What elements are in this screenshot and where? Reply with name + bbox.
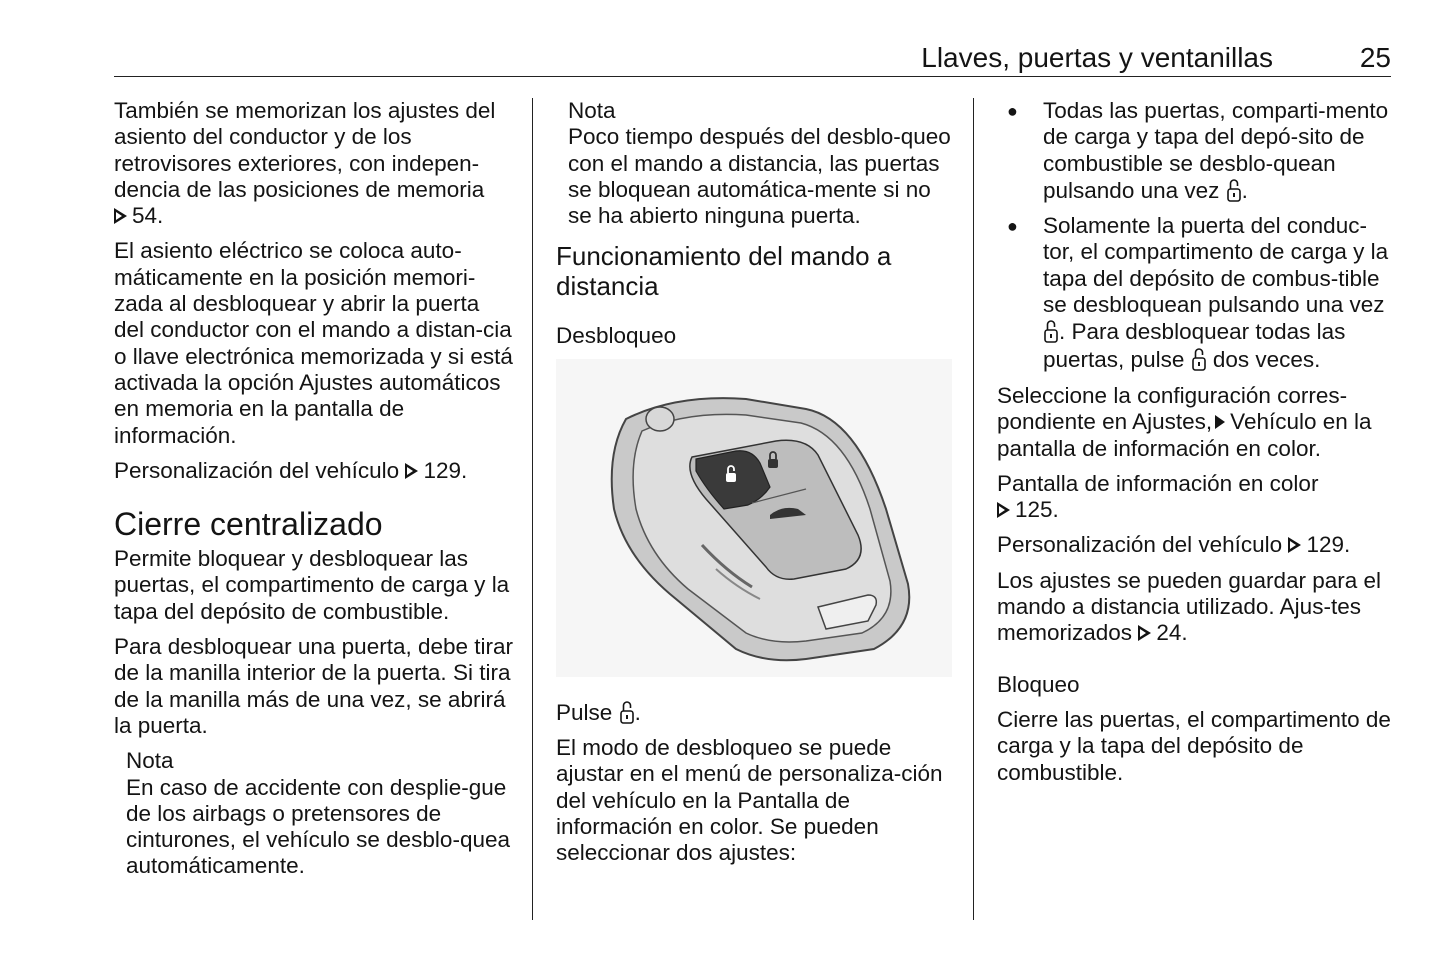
column-left	[114, 98, 514, 889]
subheading: Bloqueo	[997, 671, 1080, 697]
note-text: Poco tiempo después del desblo-queo con el mando a distancia, las puertas se bloquean automática-mente si no se ha abierto ninguna puerta.	[568, 124, 951, 229]
section-heading: Cierre centralizado	[114, 506, 383, 543]
note-title: Nota	[126, 748, 174, 774]
page-header	[114, 38, 1391, 77]
page-reference[interactable]: 125.	[1015, 497, 1059, 523]
page-reference-arrow-icon	[997, 502, 1010, 518]
paragraph: Pulse .	[556, 699, 641, 725]
paragraph: Seleccione la configuración corres-pondiente en Ajustes, Vehículo en la pantalla de información en color.	[997, 382, 1372, 461]
page-reference-arrow-icon	[1288, 537, 1301, 553]
note-box	[114, 748, 514, 879]
page-reference-arrow-icon	[405, 463, 418, 479]
menu-arrow-icon	[1215, 415, 1225, 429]
subsection-heading: Funcionamiento del mando a distancia	[556, 241, 892, 302]
unlock-icon	[1044, 318, 1058, 344]
note-box	[556, 98, 951, 229]
paragraph: Pantalla de información en color 125.	[997, 470, 1319, 523]
page-reference[interactable]: 129.	[423, 457, 468, 483]
paragraph: Personalización del vehículo 129.	[997, 532, 1351, 558]
remote-key-illustration	[556, 359, 952, 677]
subheading: Desbloqueo	[556, 323, 677, 349]
unlock-icon	[1227, 177, 1241, 203]
page-reference[interactable]: 54.	[132, 203, 164, 229]
list-item: ● Todas las puertas, comparti-mento de carga y tapa del depó-sito de combustible se desblo-quean pulsando una vez .	[997, 98, 1397, 204]
list-item: ● Solamente la puerta del conduc-tor, el compartimento de carga y la tapa del depósito de combus-tible se desbloquean pulsando una vez . Para desbloquear todas las puertas, pulse dos veces.	[997, 213, 1397, 373]
column-right	[997, 98, 1397, 795]
page-reference[interactable]: 129.	[1306, 532, 1351, 558]
page-number: 25	[1359, 42, 1391, 73]
note-text: En caso de accidente con desplie-gue de los airbags o pretensores de cinturones, el vehículo se desblo-quea automáticamente.	[126, 774, 510, 879]
paragraph: Personalización del vehículo 129.	[114, 457, 468, 483]
page-reference[interactable]: 24.	[1156, 620, 1188, 646]
paragraph: El modo de desbloqueo se puede ajustar en el menú de personaliza-ción del vehículo en la Pantalla de información en color. Se pueden seleccionar dos ajustes:	[556, 735, 943, 866]
paragraph: Los ajustes se pueden guardar para el mando a distancia utilizado. Ajus-tes memorizados 24.	[997, 567, 1382, 646]
page-reference-arrow-icon	[1138, 625, 1151, 641]
paragraph: Permite bloquear y desbloquear las puertas, el compartimento de carga y la tapa del depósito de combustible.	[114, 546, 510, 624]
unlock-icon	[620, 699, 634, 725]
paragraph: También se memorizan los ajustes del asiento del conductor y de los retrovisores exteriores, con indepen-dencia de las posiciones de memoria 54.	[114, 98, 496, 229]
paragraph: Cierre las puertas, el compartimento de carga y la tapa del depósito de combustible.	[997, 706, 1391, 785]
column-divider	[532, 98, 533, 920]
column-middle	[556, 98, 951, 876]
paragraph: El asiento eléctrico se coloca auto-máticamente en la posición memori-zada al desbloquear y abrir la puerta del conductor con el mando a distan-cia o llave electrónica memorizada y si está activada la opción Ajustes automáticos en memoria en la pantalla de información.	[114, 238, 513, 448]
paragraph: Para desbloquear una puerta, debe tirar de la manilla interior de la puerta. Si tira de la manilla más de una vez, se abrirá la puerta.	[114, 634, 514, 738]
unlock-icon	[1192, 346, 1206, 372]
section-title: Llaves, puertas y ventanillas	[921, 42, 1273, 73]
page-reference-arrow-icon	[114, 208, 127, 224]
bullet-list	[997, 98, 1397, 373]
column-divider	[973, 98, 974, 920]
note-title: Nota	[568, 98, 616, 123]
